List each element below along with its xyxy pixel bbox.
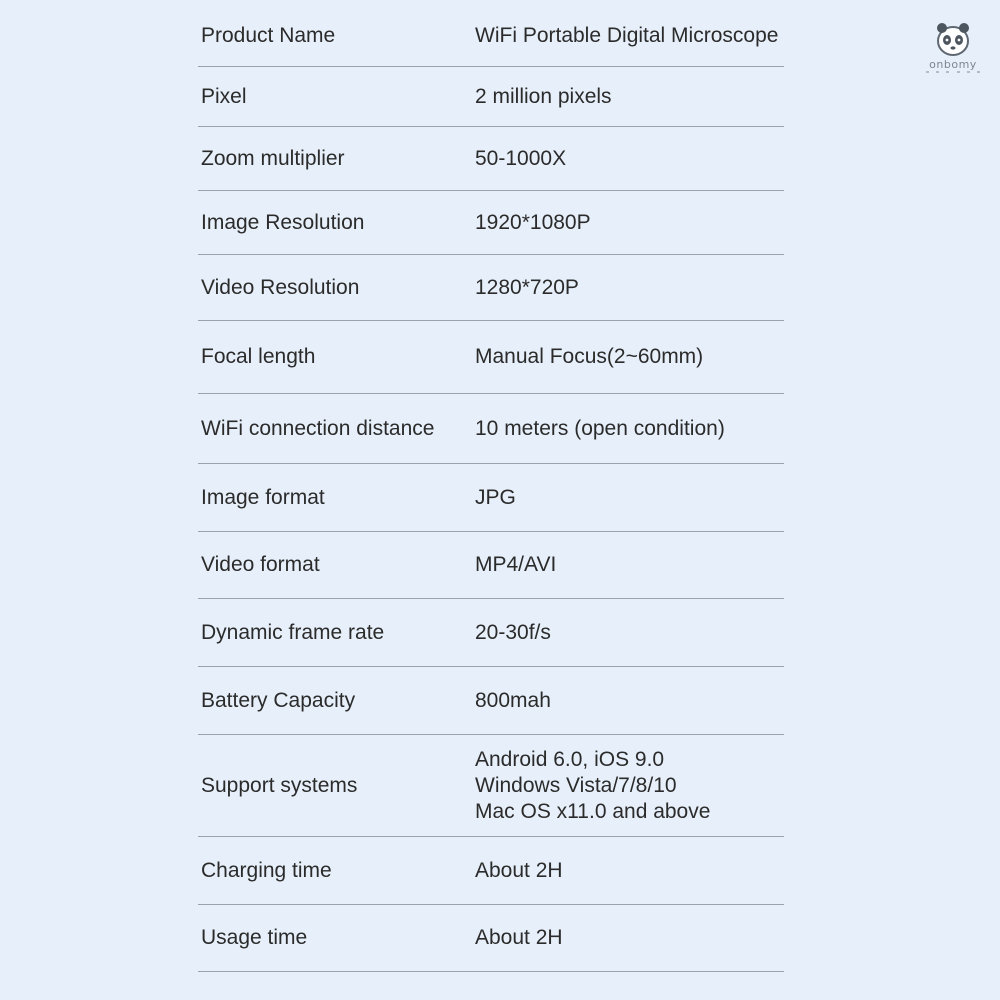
panda-icon (933, 20, 973, 58)
spec-label: Image format (201, 485, 325, 509)
spec-value: Android 6.0, iOS 9.0 Windows Vista/7/8/10 Mac OS x11.0 and above (475, 747, 711, 823)
spec-value: 2 million pixels (475, 84, 612, 108)
spec-row-battery (198, 667, 784, 735)
brand-logo (922, 20, 984, 78)
spec-value: JPG (475, 485, 516, 509)
spec-row-zoom (198, 127, 784, 191)
spec-row-pixel (198, 67, 784, 127)
spec-value: About 2H (475, 858, 563, 882)
spec-value: 1920*1080P (475, 210, 591, 234)
spec-value: WiFi Portable Digital Microscope (475, 23, 779, 47)
spec-label: Pixel (201, 84, 247, 108)
spec-label: Dynamic frame rate (201, 620, 385, 644)
spec-label: Image Resolution (201, 210, 365, 234)
spec-value: 10 meters (open condition) (475, 416, 725, 440)
spec-label: Video Resolution (201, 275, 360, 299)
spec-row-wifi-distance (198, 394, 784, 464)
spec-label: Support systems (201, 773, 358, 797)
spec-label: Usage time (201, 926, 308, 949)
spec-value: About 2H (475, 926, 563, 949)
spec-row-image-resolution (198, 191, 784, 255)
spec-row-image-format (198, 464, 784, 532)
spec-label: Battery Capacity (201, 688, 356, 712)
spec-row-video-format (198, 532, 784, 599)
spec-row-support-systems (198, 735, 784, 837)
spec-table (198, 5, 784, 972)
spec-value: 1280*720P (475, 275, 579, 299)
spec-label: Video format (201, 553, 320, 576)
spec-row-charging-time (198, 837, 784, 905)
spec-label: Product Name (201, 23, 336, 47)
spec-value: 800mah (475, 688, 551, 712)
spec-label: Focal length (201, 345, 316, 368)
brand-underline (922, 71, 984, 74)
spec-row-frame-rate (198, 599, 784, 667)
spec-row-video-resolution (198, 255, 784, 321)
spec-row-usage-time (198, 905, 784, 972)
spec-value: Manual Focus(2~60mm) (475, 345, 704, 368)
spec-value: 50-1000X (475, 146, 567, 170)
spec-label: Zoom multiplier (201, 146, 345, 170)
spec-value: MP4/AVI (475, 553, 557, 576)
spec-row-focal-length (198, 321, 784, 394)
brand-name: onbomy (929, 58, 977, 71)
spec-label: WiFi connection distance (201, 416, 435, 440)
spec-value: 20-30f/s (475, 620, 551, 644)
spec-row-product-name (198, 5, 784, 67)
spec-label: Charging time (201, 858, 332, 882)
